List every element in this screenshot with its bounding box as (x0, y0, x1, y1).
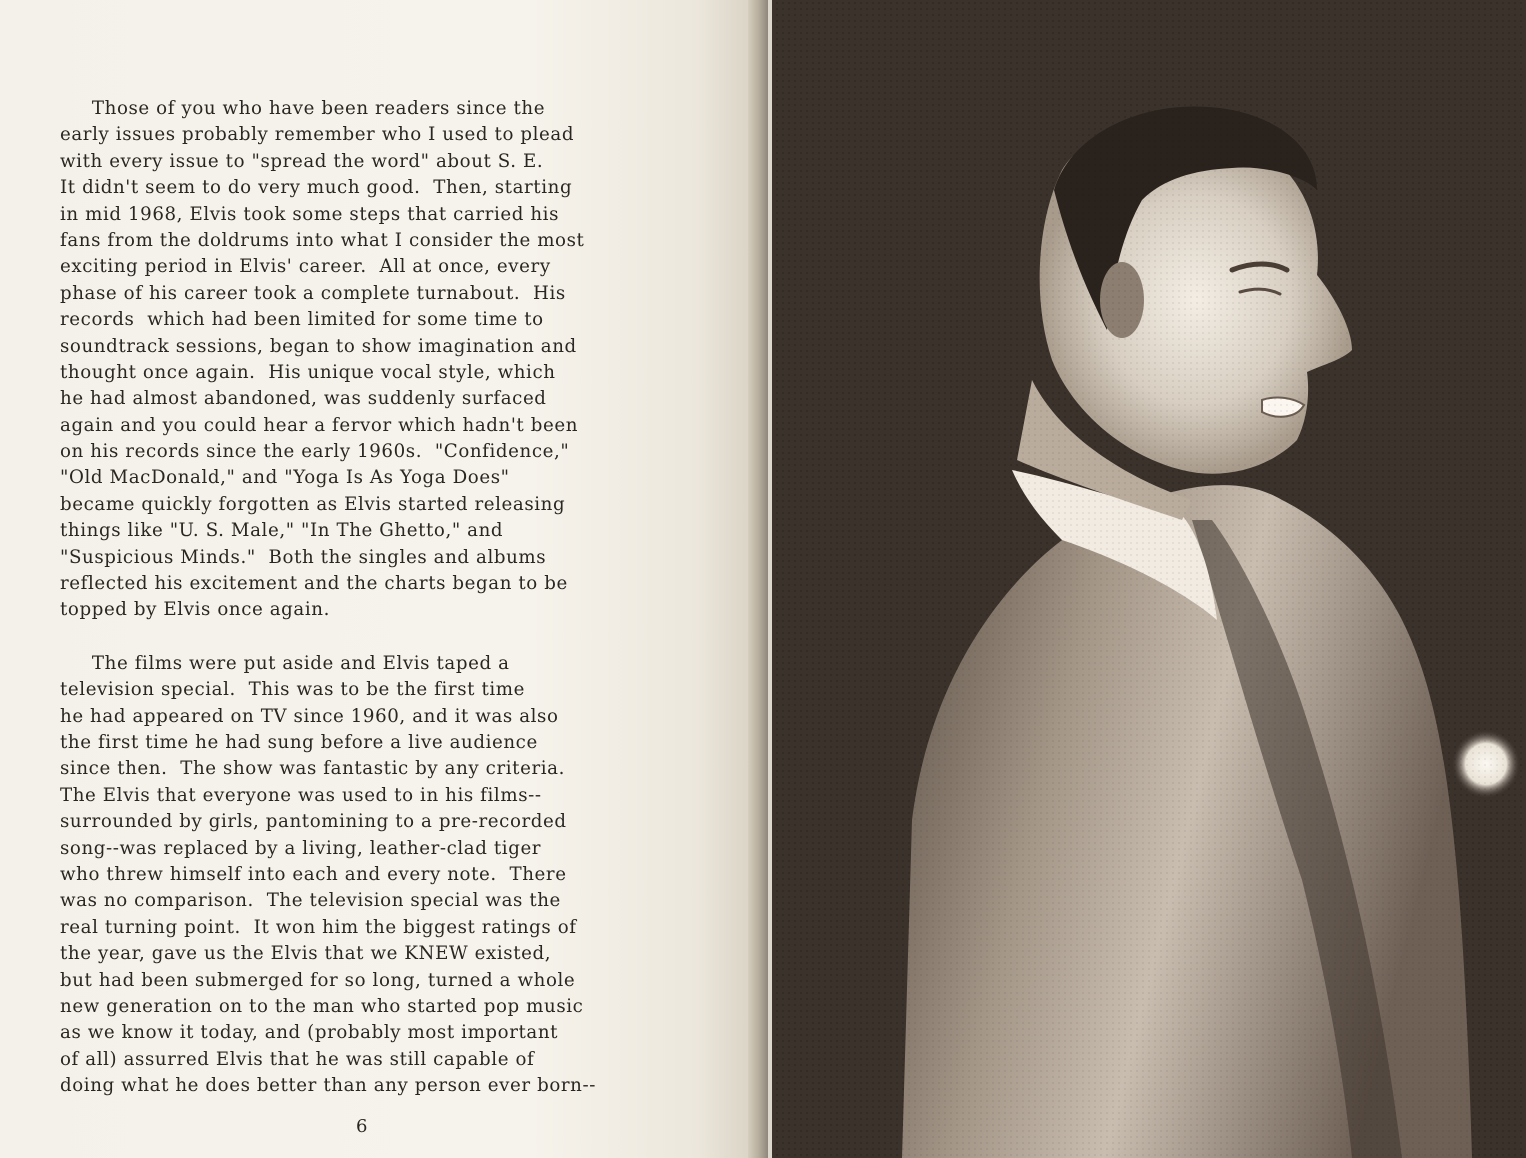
paragraph (60, 96, 710, 624)
page-number: 6 (356, 1116, 368, 1137)
paragraph-gap (60, 624, 710, 651)
text-line: new generation on to the man who started pop music (60, 995, 584, 1017)
paragraph (60, 651, 710, 1100)
text-line: he had appeared on TV since 1960, and it was also (60, 705, 559, 727)
text-line: records which had been limited for some time to (60, 309, 544, 331)
text-line: in mid 1968, Elvis took some steps that carried his (60, 203, 560, 225)
text-line: as we know it today, and (probably most important (60, 1022, 559, 1044)
text-line: television special. This was to be the first time (60, 679, 525, 701)
text-line: real turning point. It won him the biggest ratings of (60, 916, 577, 938)
text-line: thought once again. His unique vocal style, which (60, 361, 556, 383)
text-line: was no comparison. The television special was the (60, 890, 561, 912)
text-line: soundtrack sessions, began to show imagination and (60, 335, 577, 357)
text-line: reflected his excitement and the charts began to be (60, 573, 568, 595)
text-line: but had been submerged for so long, turned a whole (60, 969, 576, 991)
text-line: song--was replaced by a living, leather-clad tiger (60, 837, 542, 859)
text-line: on his records since the early 1960s. "Confidence," (60, 441, 570, 463)
text-line: The Elvis that everyone was used to in his films-- (60, 784, 542, 806)
text-line: topped by Elvis once again. (60, 599, 330, 621)
text-line: the first time he had sung before a live audience (60, 731, 538, 753)
text-line: again and you could hear a fervor which hadn't been (60, 414, 579, 436)
performer-photo (762, 0, 1526, 1158)
text-line: It didn't seem to do very much good. Then, starting (60, 177, 573, 199)
text-line: doing what he does better than any person ever born-- (60, 1075, 596, 1097)
text-line: early issues probably remember who I used to plead (60, 124, 575, 146)
text-line: surrounded by girls, pantomining to a pre-recorded (60, 811, 567, 833)
text-line: "Suspicious Minds." Both the singles and albums (60, 546, 547, 568)
text-line: "Old MacDonald," and "Yoga Is As Yoga Does" (60, 467, 510, 489)
text-line: he had almost abandoned, was suddenly surfaced (60, 388, 547, 410)
article-text (60, 96, 710, 1099)
text-line: things like "U. S. Male," "In The Ghetto," and (60, 520, 504, 542)
text-line: exciting period in Elvis' career. All at once, every (60, 256, 551, 278)
text-line: The films were put aside and Elvis taped a (60, 652, 510, 674)
text-line: with every issue to "spread the word" about S. E. (60, 150, 544, 172)
text-line: Those of you who have been readers since the (60, 98, 546, 119)
text-page (0, 0, 758, 1158)
text-line: of all) assurred Elvis that he was still capable of (60, 1048, 535, 1070)
text-line: the year, gave us the Elvis that we KNEW existed, (60, 943, 552, 965)
text-line: who threw himself into each and every note. There (60, 863, 567, 885)
text-line: fans from the doldrums into what I consider the most (60, 229, 585, 251)
text-line: since then. The show was fantastic by any criteria. (60, 758, 565, 780)
text-line: became quickly forgotten as Elvis started releasing (60, 493, 566, 515)
text-line: phase of his career took a complete turnabout. His (60, 282, 566, 304)
